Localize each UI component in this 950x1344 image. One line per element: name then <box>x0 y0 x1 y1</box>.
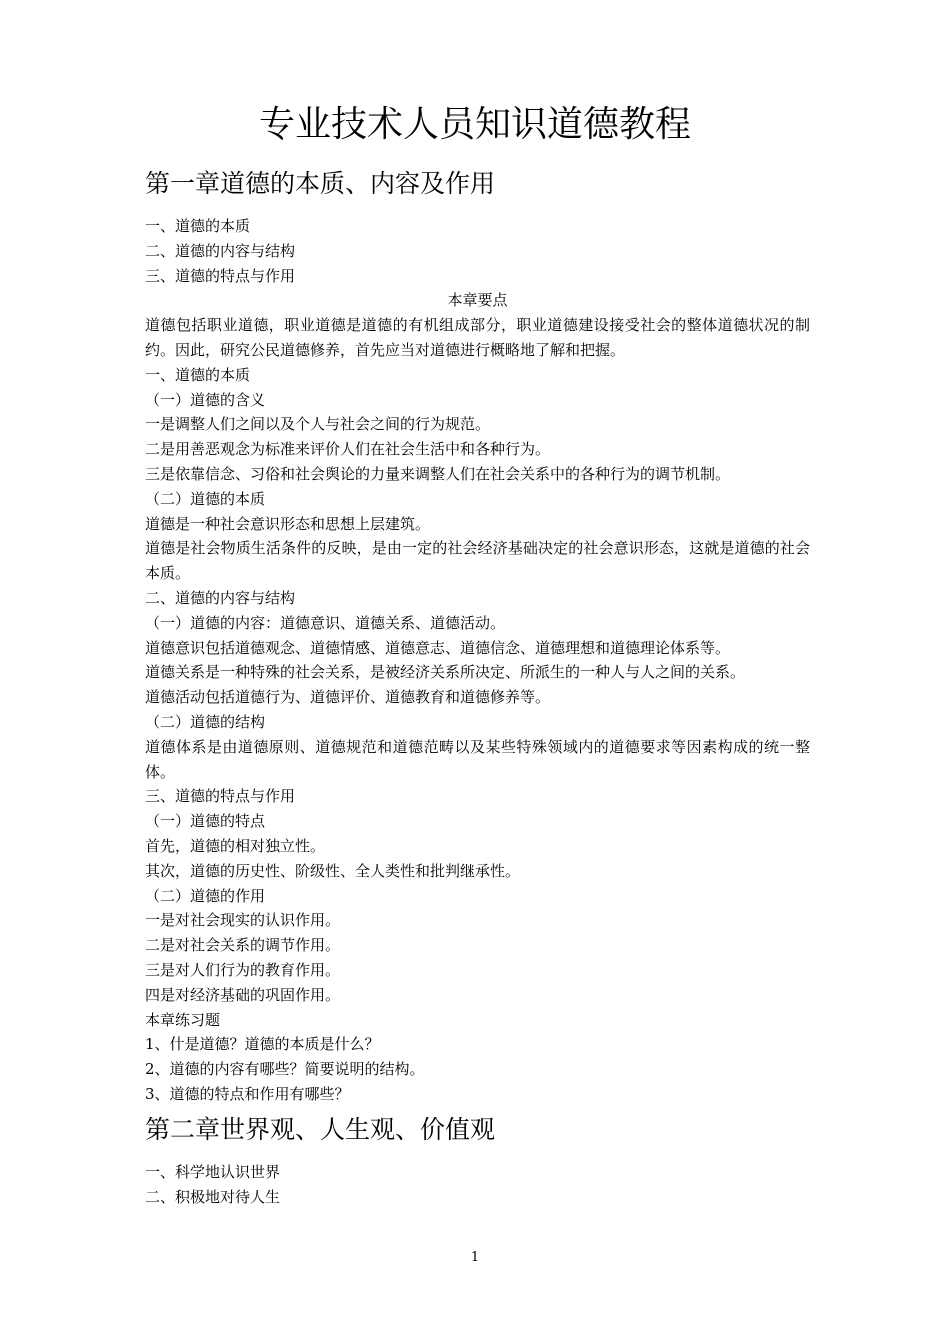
document-title: 专业技术人员知识道德教程 <box>258 104 691 145</box>
paragraph: 三是对人们行为的教育作用。 <box>145 960 341 979</box>
paragraph: 四是对经济基础的巩固作用。 <box>145 985 341 1004</box>
paragraph: 二是用善恶观念为标准来评价人们在社会生活中和各种行为。 <box>145 440 551 459</box>
chapter-2-body <box>145 1160 810 1210</box>
subsection-heading: （二）道德的作用 <box>145 886 266 905</box>
paragraph: 道德是一种社会意识形态和思想上层建筑。 <box>145 514 431 533</box>
toc-item: 二、积极地对待人生 <box>145 1187 281 1206</box>
paragraph: 道德活动包括道德行为、道德评价、道德教育和道德修养等。 <box>145 688 551 707</box>
paragraph: 道德包括职业道德，职业道德是道德的有机组成部分，职业道德建设接受社会的整体道德状况的制约。因此，研究公民道德修养，首先应当对道德进行概略地了解和把握。 <box>145 316 810 359</box>
subsection-heading: （一）道德的内容：道德意识、道德关系、道德活动。 <box>145 613 506 632</box>
section-heading: 二、道德的内容与结构 <box>145 588 296 607</box>
paragraph: 道德关系是一种特殊的社会关系，是被经济关系所决定、所派生的一种人与人之间的关系。 <box>145 663 746 682</box>
page-number: 1 <box>470 1250 480 1265</box>
exercise-item: 1、什是道德？道德的本质是什么？ <box>145 1035 380 1054</box>
paragraph: 道德意识包括道德观念、道德情感、道德意志、道德信念、道德理想和道德理论体系等。 <box>145 638 731 657</box>
toc-item: 二、道德的内容与结构 <box>145 241 296 260</box>
paragraph: 道德体系是由道德原则、道德规范和道德范畴以及某些特殊领域内的道德要求等因素构成的统一整体。 <box>145 737 810 781</box>
key-points-heading: 本章要点 <box>447 291 508 310</box>
section-heading: 一、道德的本质 <box>145 365 251 384</box>
exercise-heading: 本章练习题 <box>145 1010 221 1029</box>
subsection-heading: （一）道德的特点 <box>145 812 266 831</box>
paragraph: 一是对社会现实的认识作用。 <box>145 911 341 930</box>
subsection-heading: （一）道德的含义 <box>145 390 266 409</box>
toc-item: 一、科学地认识世界 <box>145 1163 281 1181</box>
paragraph: 首先，道德的相对独立性。 <box>145 836 326 855</box>
section-heading: 三、道德的特点与作用 <box>145 787 296 806</box>
paragraph: 三是依靠信念、习俗和社会舆论的力量来调整人们在社会关系中的各种行为的调节机制。 <box>145 464 731 483</box>
chapter-1-heading: 第一章道德的本质、内容及作用 <box>145 169 496 198</box>
subsection-heading: （二）道德的本质 <box>145 489 266 508</box>
paragraph: 其次，道德的历史性、阶级性、全人类性和批判继承性。 <box>145 861 521 880</box>
paragraph: 道德是社会物质生活条件的反映，是由一定的社会经济基础决定的社会意识形态，这就是道德的社会本质。 <box>145 539 810 583</box>
exercise-item: 2、道德的内容有哪些？简要说明的结构。 <box>145 1060 425 1079</box>
chapter-1-body <box>145 214 810 1107</box>
subsection-heading: （二）道德的结构 <box>145 712 266 731</box>
paragraph: 二是对社会关系的调节作用。 <box>145 936 341 955</box>
toc-item: 三、道德的特点与作用 <box>145 266 296 285</box>
paragraph: 一是调整人们之间以及个人与社会之间的行为规范。 <box>145 415 491 434</box>
exercise-item: 3、道德的特点和作用有哪些？ <box>145 1084 350 1103</box>
toc-item: 一、道德的本质 <box>145 217 251 235</box>
chapter-2-heading: 第二章世界观、人生观、价值观 <box>145 1115 496 1144</box>
